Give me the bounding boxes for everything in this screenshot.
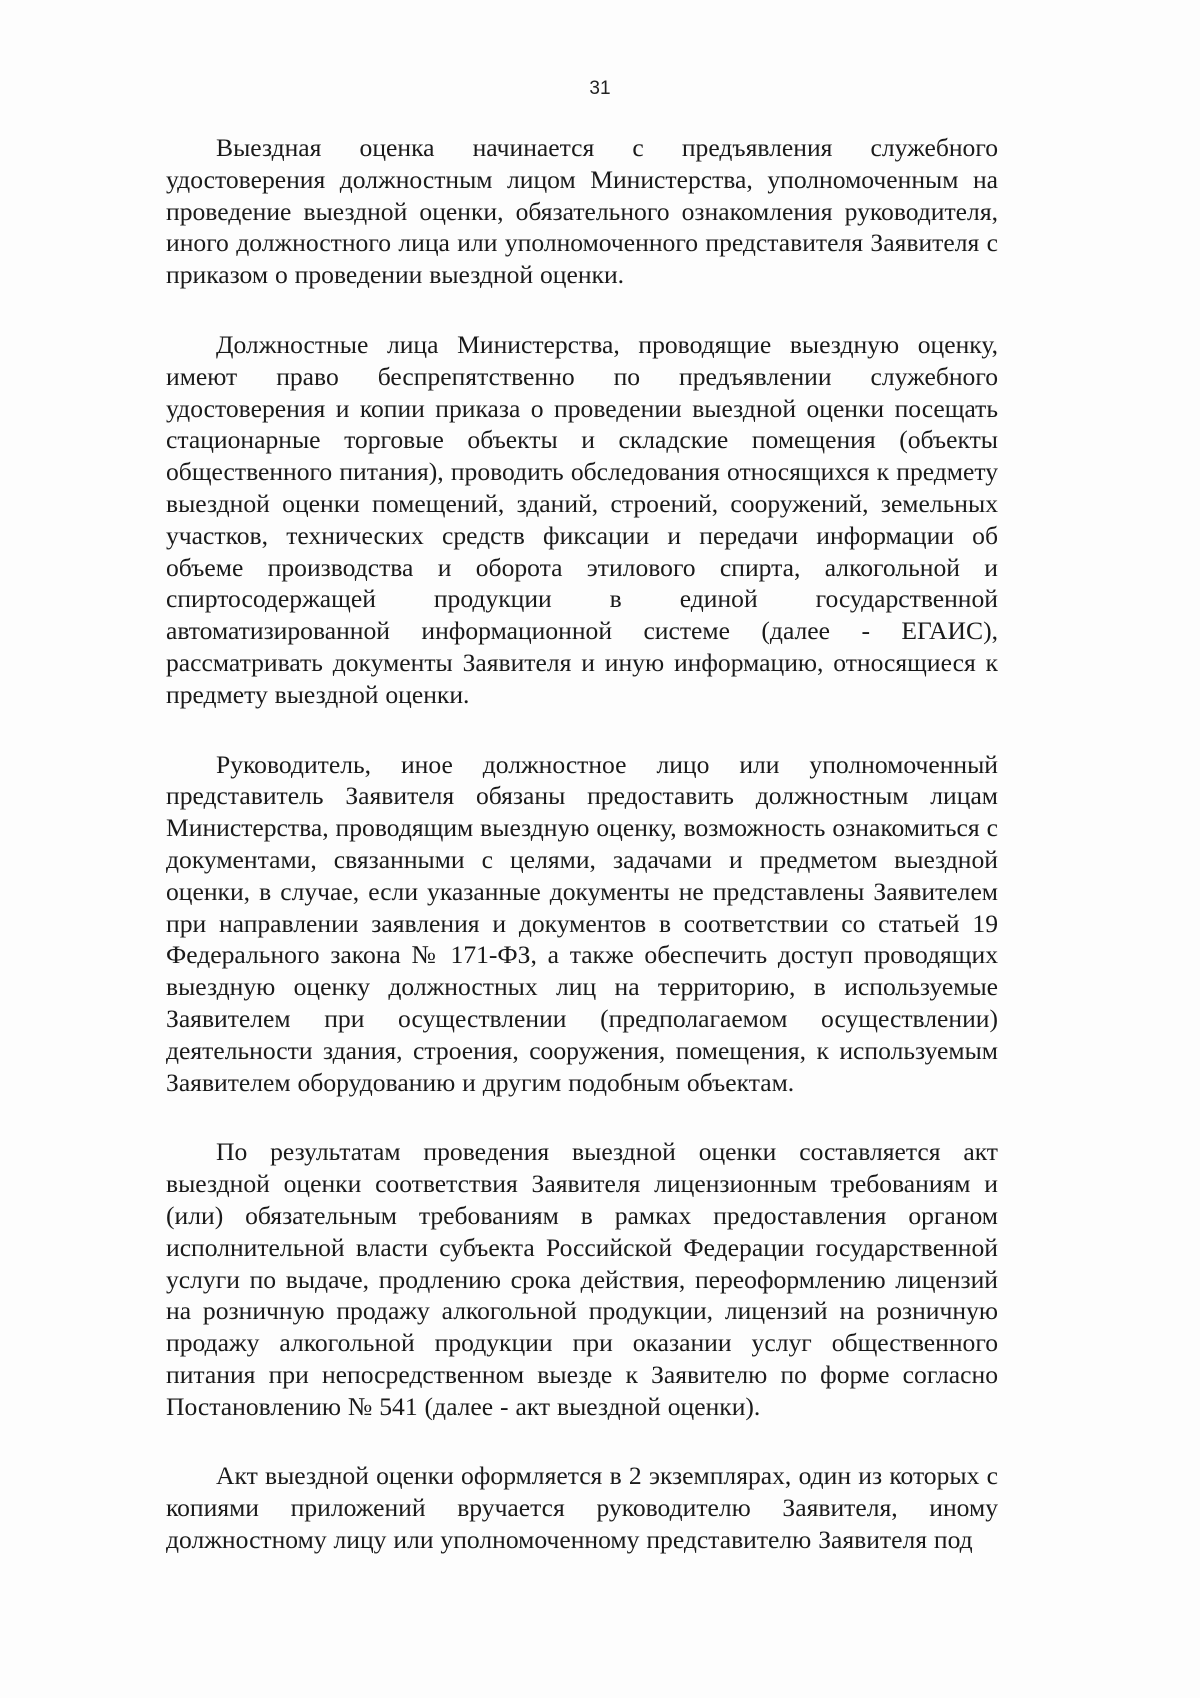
paragraph-officials-rights: Должностные лица Министерства, проводящие выездную оценку, имеют право беспрепятственно по предъявлении служебного удостоверения и копии приказа о проведении выездной оценки посещать стационарные торговые объекты и складские помещения (объекты общественного питания), проводить обследования относящихся к предмету выездной оценки помещений, зданий, строений, сооружений, земельных участков, технических средств фиксации и передачи информации об объеме производства и оборота этилового спирта, алкогольной и спиртосодержащей продукции в единой государственной автоматизированной информационной системе (далее - ЕГАИС), рассматривать документы Заявителя и иную информацию, относящиеся к предмету выездной оценки. (166, 329, 998, 709)
paragraph-applicant-obligations: Руководитель, иное должностное лицо или уполномоченный представитель Заявителя обязаны предоставить должностным лицам Министерства, проводящим выездную оценку, возможность ознакомиться с документами, связанными с целями, задачами и предметом выездной оценки, в случае, если указанные документы не представлены Заявителем при направлении заявления и документов в соответствии со статьей 19 Федерального закона № 171-ФЗ, а также обеспечить доступ проводящих выездную оценку должностных лиц на территорию, в используемые Заявителем при осуществлении (предполагаемом осуществлении) деятельности здания, строения, сооружения, помещения, к используемым Заявителем оборудованию и другим подобным объектам. (166, 749, 998, 1097)
document-body (166, 132, 998, 1556)
paragraph-assessment-act: По результатам проведения выездной оценки составляется акт выездной оценки соответствия Заявителя лицензионным требованиям и (или) обязательным требованиям в рамках предоставления органом исполнительной власти субъекта Российской Федерации государственной услуги по выдаче, продлению срока действия, переоформлению лицензий на розничную продажу алкогольной продукции, лицензий на розничную продажу алкогольной продукции при оказании услуг общественного питания при непосредственном выезде к Заявителю по форме согласно Постановлению № 541 (далее - акт выездной оценки). (166, 1137, 998, 1421)
page-number: 31 (589, 78, 611, 99)
paragraph-onsite-assessment-start: Выездная оценка начинается с предъявления служебного удостоверения должностным лицом Министерства, уполномоченным на проведение выездной оценки, обязательного ознакомления руководителя, иного должностного лица или уполномоченного представителя Заявителя с приказом о проведении выездной оценки. (166, 133, 998, 290)
paragraph-act-copies: Акт выездной оценки оформляется в 2 экземплярах, один из которых с копиями приложений вручается руководителю Заявителя, иному должностному лицу или уполномоченному представителю Заявителя под (166, 1461, 998, 1555)
